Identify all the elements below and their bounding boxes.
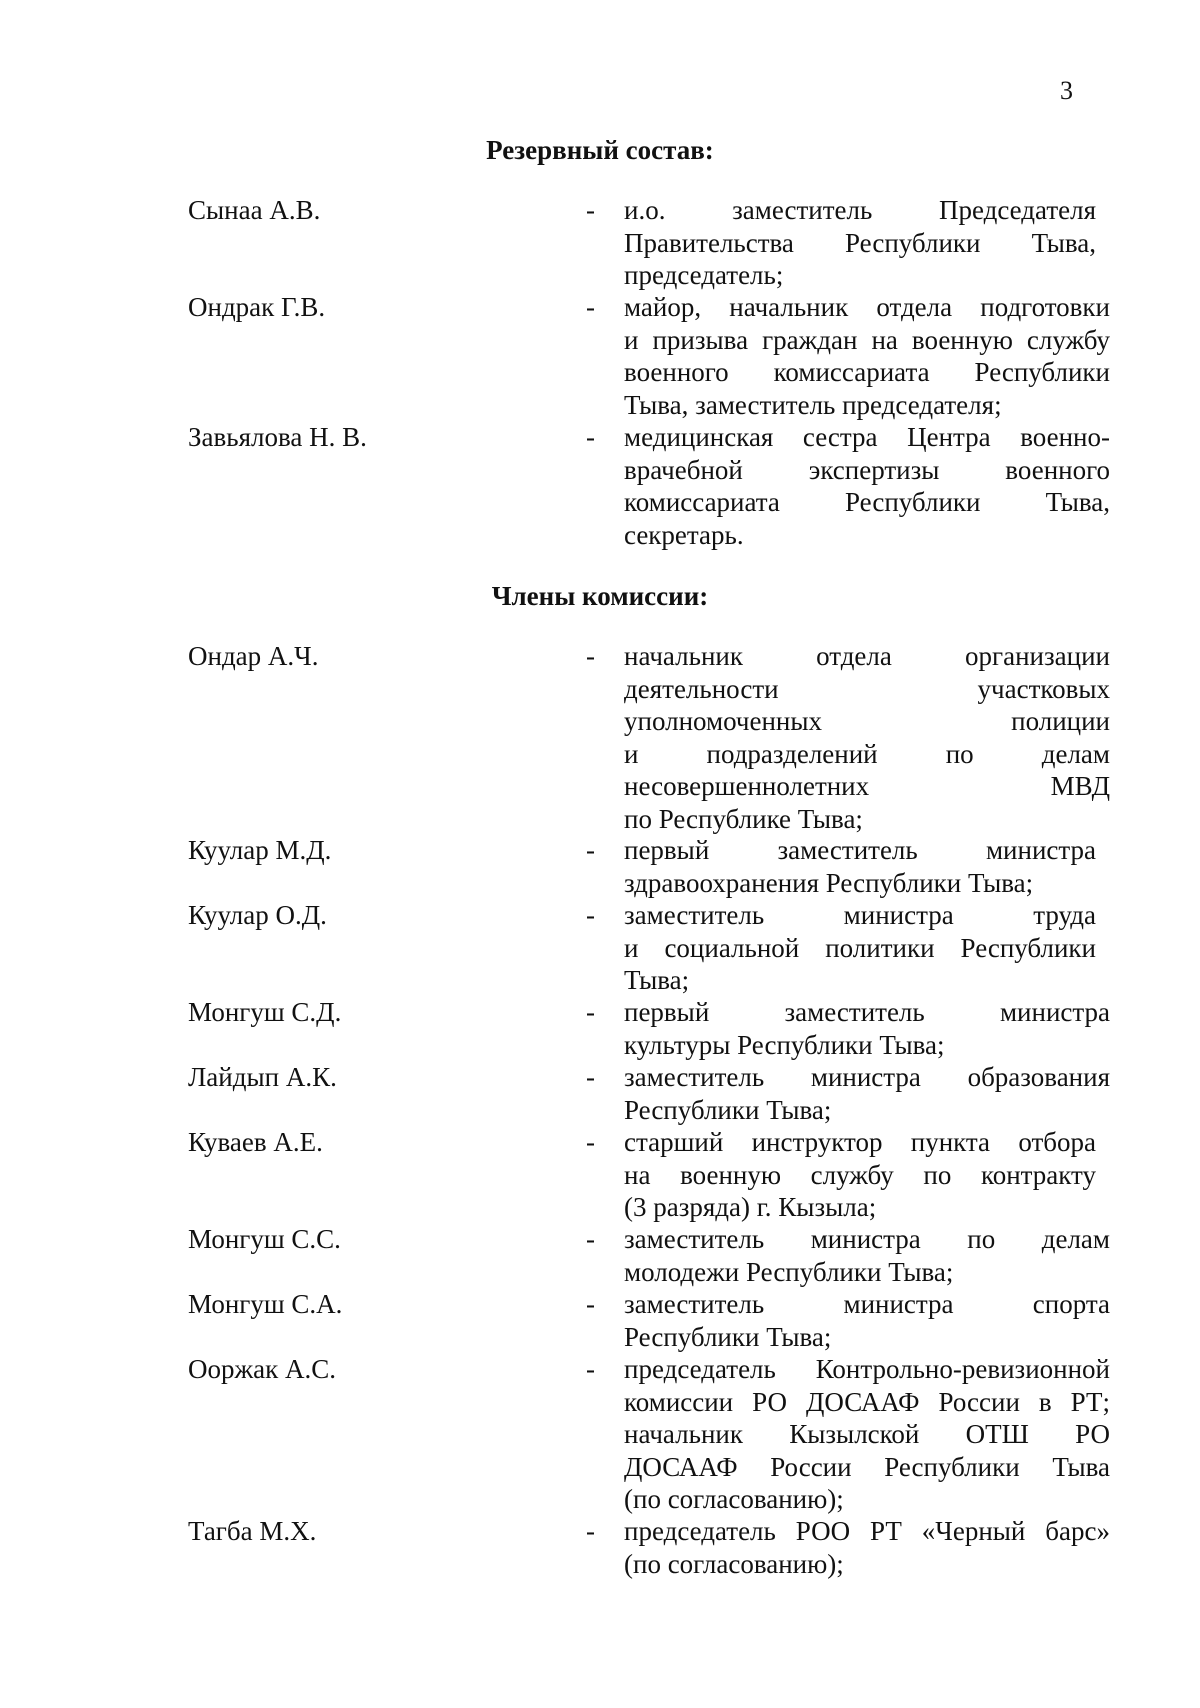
description-line: секретарь. [624,519,744,550]
description-line: заместитель министра труда [624,900,1096,930]
member-description [624,834,1096,899]
description-line: Правительства Республики Тыва, [624,227,1096,258]
member-name: Куулар О.Д. [188,900,327,930]
member-description [624,996,1110,1061]
description-line: ДОСААФ России Республики Тыва [624,1451,1110,1482]
page-number: 3 [1060,76,1073,105]
dash-separator: - [586,1354,595,1384]
member-name: Ондар А.Ч. [188,641,319,671]
description-line: Тыва; [624,965,690,995]
dash-separator: - [586,1516,595,1546]
description-line: на военную службу по контракту [624,1159,1096,1190]
dash-separator: - [586,641,595,671]
dash-separator: - [586,900,595,930]
description-line: начальник Кызылской ОТШ РО [624,1419,1110,1449]
member-description [624,1353,1110,1516]
member-name: Ондрак Г.В. [188,292,326,322]
description-line: заместитель министра по делам [624,1224,1110,1254]
member-description [624,1061,1110,1126]
member-name: Сынаа А.В. [188,195,321,225]
dash-separator: - [586,1224,595,1254]
member-description [624,194,1096,292]
description-line: молодежи Республики Тыва; [624,1256,954,1287]
member-name: Монгуш С.А. [188,1289,343,1319]
description-line: майор, начальник отдела подготовки [624,292,1110,322]
dash-separator: - [586,292,595,322]
member-name: Тагба М.Х. [188,1516,317,1546]
member-description [624,899,1096,997]
description-line: медицинская сестра Центра военно- [624,422,1110,452]
member-description [624,1288,1110,1353]
description-line: первый заместитель министра [624,997,1110,1027]
description-line: председатель Контрольно-ревизионной [624,1354,1110,1384]
description-line: председатель РОО РТ «Черный барс» [624,1516,1110,1546]
description-line: уполномоченных полиции [624,706,1110,736]
member-description [624,1126,1096,1224]
description-line: и подразделений по делам [624,738,1110,769]
description-line: здравоохранения Республики Тыва; [624,867,1034,898]
member-name: Лайдып А.К. [188,1062,337,1092]
member-description [624,1223,1110,1288]
member-name: Монгуш С.С. [188,1224,341,1254]
description-line: и.о. заместитель Председателя [624,195,1096,225]
description-line: председатель; [624,260,784,290]
description-line: Тыва, заместитель председателя; [624,389,1002,420]
description-line: комиссариата Республики Тыва, [624,487,1110,517]
description-line: культуры Республики Тыва; [624,1029,945,1060]
description-line: и призыва граждан на военную службу [624,324,1110,355]
members-section-title: Члены комиссии: [491,581,709,611]
description-line: по Республике Тыва; [624,803,863,834]
member-name: Куулар М.Д. [188,835,332,865]
dash-separator: - [586,997,595,1027]
description-line: заместитель министра спорта [624,1289,1110,1319]
dash-separator: - [586,1127,595,1157]
description-line: врачебной экспертизы военного [624,454,1110,485]
dash-separator: - [586,1062,595,1092]
dash-separator: - [586,1289,595,1319]
description-line: первый заместитель министра [624,835,1096,865]
dash-separator: - [586,835,595,865]
reserve-section-title: Резервный состав: [486,135,714,165]
member-description [624,640,1110,835]
member-description [624,1515,1110,1580]
description-line: (по согласованию); [624,1484,844,1514]
member-description [624,421,1110,551]
description-line: старший инструктор пункта отбора [624,1127,1096,1157]
description-line: деятельности участковых [624,673,1110,704]
description-line: комиссии РО ДОСААФ России в РТ; [624,1386,1110,1417]
description-line: (по согласованию); [624,1548,844,1579]
member-name: Монгуш С.Д. [188,997,342,1027]
description-line: заместитель министра образования [624,1062,1110,1092]
member-name: Ооржак А.С. [188,1354,337,1384]
description-line: (3 разряда) г. Кызыла; [624,1192,877,1222]
member-description [624,291,1110,421]
dash-separator: - [586,422,595,452]
dash-separator: - [586,195,595,225]
description-line: и социальной политики Республики [624,932,1096,963]
description-line: Республики Тыва; [624,1321,832,1352]
description-line: Республики Тыва; [624,1094,832,1125]
description-line: несовершеннолетних МВД [624,771,1110,801]
member-name: Куваев А.Е. [188,1127,323,1157]
member-name: Завьялова Н. В. [188,422,367,452]
description-line: начальник отдела организации [624,641,1110,671]
description-line: военного комиссариата Республики [624,357,1110,387]
